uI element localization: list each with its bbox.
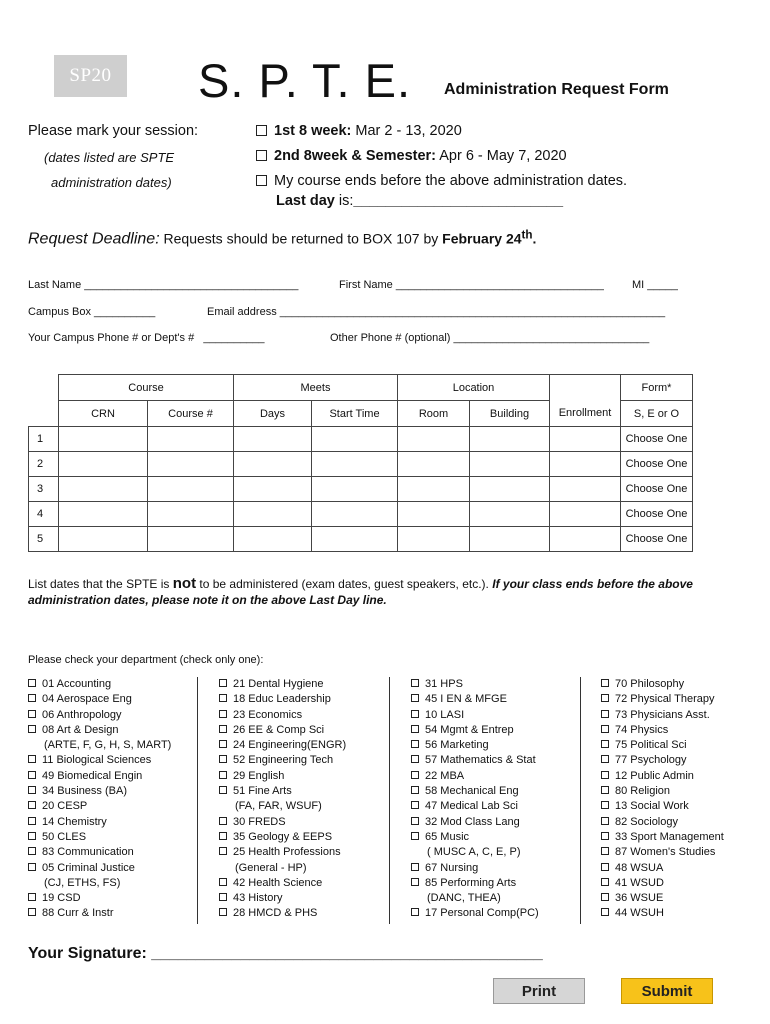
table-row: 1 Choose One [29,427,693,452]
department-item[interactable]: 10 LASI [411,708,539,723]
department-item[interactable]: 21 Dental Hygiene [219,677,346,692]
exclusion-note: List dates that the SPTE is not to be administered (exam dates, guest speakers, etc.). If your class ends before the above administration dates, please note it on the above Last Day line. [28,575,693,607]
department-item[interactable]: 22 MBA [411,769,539,784]
department-item[interactable]: 28 HMCD & PHS [219,906,346,921]
department-item[interactable]: 33 Sport Management [601,830,724,845]
department-item[interactable]: 88 Curr & Instr [28,906,171,921]
checkbox[interactable] [601,771,609,779]
department-item[interactable]: 20 CESP [28,799,171,814]
department-item[interactable]: 01 Accounting [28,677,171,692]
department-item[interactable]: 18 Educ Leadership [219,692,346,707]
department-item[interactable]: 73 Physicians Asst. [601,708,724,723]
department-item[interactable]: 26 EE & Comp Sci [219,723,346,738]
department-item[interactable]: 87 Women's Studies [601,845,724,860]
department-item[interactable]: 58 Mechanical Eng [411,784,539,799]
department-item[interactable]: 30 FREDS [219,815,346,830]
form-select[interactable]: Choose One [621,427,693,452]
campus-box-field[interactable]: Campus Box __________ [28,306,156,318]
checkbox[interactable] [601,694,609,702]
checkbox[interactable] [411,740,419,748]
checkbox[interactable] [219,740,227,748]
checkbox[interactable] [601,755,609,763]
building-header: Building [470,401,550,427]
checkbox[interactable] [411,908,419,916]
checkbox[interactable] [28,694,36,702]
form-subtitle: Administration Request Form [444,81,669,98]
department-item[interactable]: 74 Physics [601,723,724,738]
department-item[interactable]: 31 HPS [411,677,539,692]
checkbox[interactable] [219,771,227,779]
days-header: Days [234,401,312,427]
department-item[interactable]: 06 Anthropology [28,708,171,723]
department-item[interactable]: 52 Engineering Tech [219,753,346,768]
department-item[interactable]: 70 Philosophy [601,677,724,692]
checkbox[interactable] [411,771,419,779]
session-note-1: (dates listed are SPTE [44,150,175,165]
table-row: 4 Choose One [29,502,693,527]
request-deadline: Request Deadline: Requests should be returned to BOX 107 by February 24th. [28,228,537,248]
checkbox[interactable] [28,679,36,687]
checkbox[interactable] [219,786,227,794]
column-divider [197,677,198,924]
form-select[interactable]: Choose One [621,527,693,552]
checkbox[interactable] [28,817,36,825]
room-header: Room [398,401,470,427]
department-item[interactable]: 50 CLES [28,830,171,845]
checkbox[interactable] [219,694,227,702]
checkbox[interactable] [411,710,419,718]
first-name-field[interactable]: First Name __________________________________ [339,279,604,291]
table-row: 2 Choose One [29,452,693,477]
session-option-3[interactable]: My course ends before the above administration dates. [256,173,627,189]
department-item[interactable]: 42 Health Science [219,876,346,891]
checkbox[interactable] [256,150,267,161]
form-header: Form* [621,375,693,401]
department-item[interactable]: 08 Art & Design [28,723,171,738]
checkbox[interactable] [28,801,36,809]
checkbox[interactable] [28,847,36,855]
checkbox[interactable] [28,893,36,901]
checkbox[interactable] [219,893,227,901]
department-item-note: (DANC, THEA) [427,892,501,905]
checkbox[interactable] [219,710,227,718]
department-item-note: (General - HP) [235,861,307,874]
checkbox[interactable] [411,863,419,871]
checkbox[interactable] [411,679,419,687]
session-label: Please mark your session: [28,123,199,139]
form-select[interactable]: Choose One [621,502,693,527]
department-item[interactable]: 05 Criminal Justice [28,861,171,876]
department-item[interactable]: 56 Marketing [411,738,539,753]
checkbox[interactable] [601,801,609,809]
department-item[interactable]: 72 Physical Therapy [601,692,724,707]
checkbox[interactable] [28,786,36,794]
column-divider [389,677,390,924]
checkbox[interactable] [601,863,609,871]
department-item[interactable]: 32 Mod Class Lang [411,815,539,830]
checkbox[interactable] [219,679,227,687]
department-item[interactable]: 14 Chemistry [28,815,171,830]
enrollment-header: Enrollment [550,401,621,427]
department-item[interactable]: 45 I EN & MFGE [411,692,539,707]
checkbox[interactable] [219,847,227,855]
department-item[interactable]: 24 Engineering(ENGR) [219,738,346,753]
checkbox[interactable] [411,832,419,840]
checkbox[interactable] [601,878,609,886]
location-header: Location [398,375,550,401]
course-table [28,374,693,552]
department-item[interactable]: 12 Public Admin [601,769,724,784]
checkbox[interactable] [219,817,227,825]
department-item[interactable]: 36 WSUE [601,891,724,906]
form-title: S. P. T. E. [198,54,412,107]
signature-line[interactable]: Your Signature: ____________________________________________ [28,945,543,962]
checkbox[interactable] [411,878,419,886]
submit-button[interactable]: Submit [621,978,713,1004]
checkbox[interactable] [28,755,36,763]
department-item[interactable]: 34 Business (BA) [28,784,171,799]
checkbox[interactable] [219,832,227,840]
department-item[interactable]: 35 Geology & EEPS [219,830,346,845]
department-column-1 [28,677,171,922]
checkbox[interactable] [256,175,267,186]
department-item[interactable]: 19 CSD [28,891,171,906]
department-item[interactable]: 13 Social Work [601,799,724,814]
crn-header: CRN [59,401,148,427]
department-item-note: (FA, FAR, WSUF) [235,800,322,813]
department-item[interactable]: 57 Mathematics & Stat [411,753,539,768]
department-item[interactable]: 67 Nursing [411,861,539,876]
checkbox[interactable] [28,725,36,733]
last-name-field[interactable]: Last Name ___________________________________ [28,279,299,291]
checkbox[interactable] [219,725,227,733]
email-field[interactable]: Email address _______________________________________________________________ [207,306,666,318]
department-item[interactable]: 04 Aerospace Eng [28,692,171,707]
department-item[interactable]: 85 Performing Arts [411,876,539,891]
department-item[interactable]: 75 Political Sci [601,738,724,753]
checkbox[interactable] [219,908,227,916]
department-item[interactable]: 17 Personal Comp(PC) [411,906,539,921]
checkbox[interactable] [28,771,36,779]
department-item[interactable]: 49 Biomedical Engin [28,769,171,784]
column-divider [580,677,581,924]
form-select[interactable]: Choose One [621,452,693,477]
department-item[interactable]: 82 Sociology [601,815,724,830]
meets-header: Meets [234,375,398,401]
department-item[interactable]: 48 WSUA [601,861,724,876]
department-item[interactable]: 83 Communication [28,845,171,860]
table-row: 3 Choose One [29,477,693,502]
campus-phone-field[interactable]: Your Campus Phone # or Dept's # __________ [28,332,265,344]
checkbox[interactable] [411,755,419,763]
department-item[interactable]: 43 History [219,891,346,906]
department-item[interactable]: 51 Fine Arts [219,784,346,799]
course-num-header: Course # [148,401,234,427]
department-item-note: (CJ, ETHS, FS) [44,876,121,889]
form-select[interactable]: Choose One [621,477,693,502]
checkbox[interactable] [601,740,609,748]
checkbox[interactable] [28,863,36,871]
department-item[interactable]: 41 WSUD [601,876,724,891]
checkbox[interactable] [28,908,36,916]
department-item[interactable]: 25 Health Professions [219,845,346,860]
checkbox[interactable] [601,786,609,794]
checkbox[interactable] [219,755,227,763]
department-column-3 [411,677,539,922]
checkbox[interactable] [601,710,609,718]
checkbox[interactable] [28,710,36,718]
course-header: Course [59,375,234,401]
checkbox[interactable] [219,878,227,886]
checkbox[interactable] [411,801,419,809]
print-button[interactable]: Print [493,978,585,1004]
last-day-line[interactable]: Last day is:__________________________ [276,193,564,209]
checkbox[interactable] [601,847,609,855]
checkbox[interactable] [601,725,609,733]
session-note-2: administration dates) [51,175,172,190]
checkbox[interactable] [28,832,36,840]
checkbox[interactable] [601,679,609,687]
checkbox[interactable] [601,817,609,825]
checkbox[interactable] [601,893,609,901]
department-item[interactable]: 23 Economics [219,708,346,723]
checkbox[interactable] [601,908,609,916]
mi-field[interactable]: MI _____ [632,279,678,291]
department-item[interactable]: 65 Music [411,830,539,845]
checkbox[interactable] [411,786,419,794]
department-column-4 [601,677,724,922]
checkbox[interactable] [411,694,419,702]
department-item[interactable]: 77 Psychology [601,753,724,768]
department-item-note: ( MUSC A, C, E, P) [427,846,521,859]
session-option-1[interactable]: 1st 8 week: Mar 2 - 13, 2020 [256,123,462,139]
checkbox[interactable] [411,817,419,825]
form-type-header: S, E or O [621,401,693,427]
department-column-2 [219,677,346,922]
session-option-2[interactable]: 2nd 8week & Semester: Apr 6 - May 7, 2020 [256,148,567,164]
start-time-header: Start Time [312,401,398,427]
other-phone-field[interactable]: Other Phone # (optional) ________________________________ [330,332,650,344]
department-item[interactable]: 47 Medical Lab Sci [411,799,539,814]
checkbox[interactable] [411,725,419,733]
department-item[interactable]: 80 Religion [601,784,724,799]
table-row: 5 Choose One [29,527,693,552]
department-item[interactable]: 44 WSUH [601,906,724,921]
department-item[interactable]: 54 Mgmt & Entrep [411,723,539,738]
department-item[interactable]: 11 Biological Sciences [28,753,171,768]
department-item-note: (ARTE, F, G, H, S, MART) [44,739,172,752]
department-item[interactable]: 29 English [219,769,346,784]
checkbox[interactable] [601,832,609,840]
checkbox[interactable] [256,125,267,136]
semester-badge: SP20 [54,55,127,97]
department-heading: Please check your department (check only one): [28,654,264,666]
